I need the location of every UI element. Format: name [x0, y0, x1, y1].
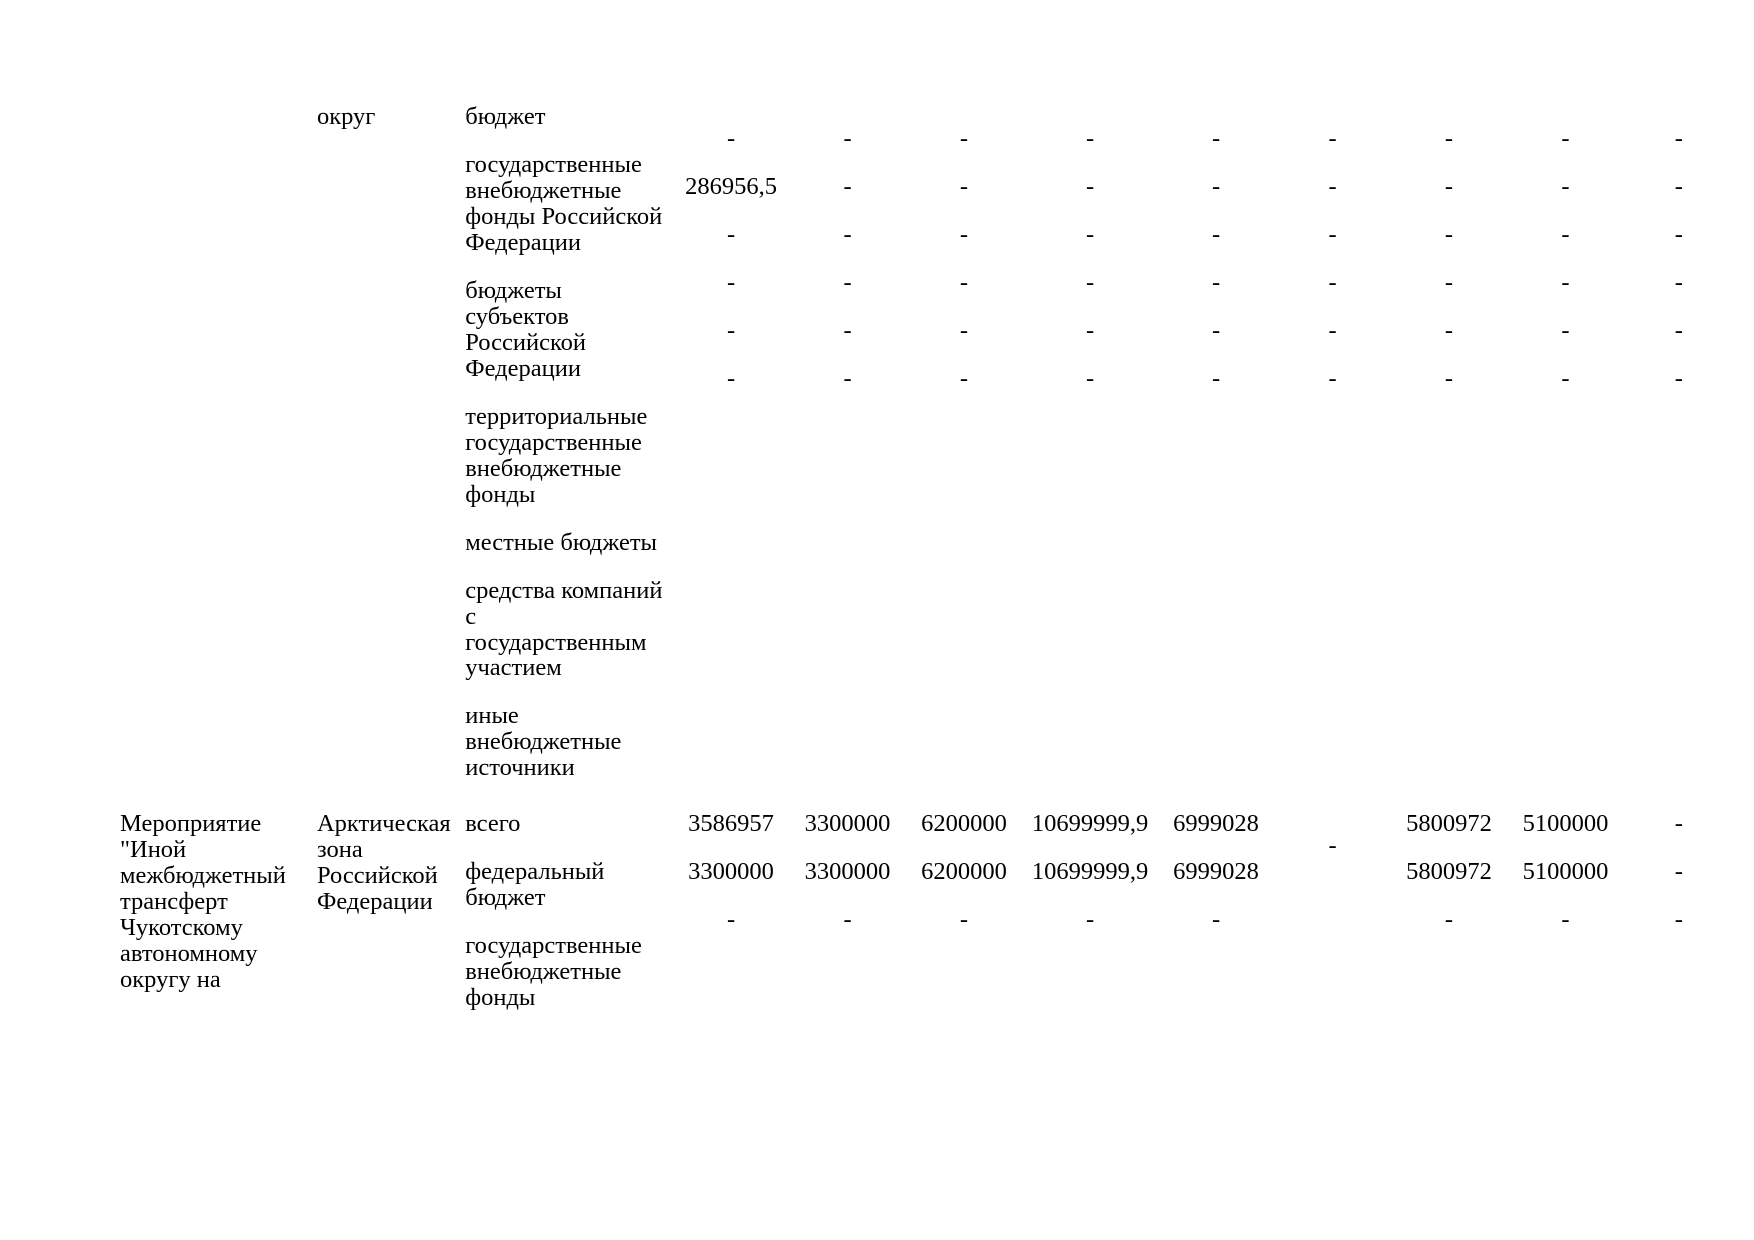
value-cell: - — [1444, 125, 1454, 152]
value-cell: - — [1674, 125, 1683, 152]
value-cell: - — [1674, 316, 1683, 344]
value-cell: 3300000 — [804, 810, 891, 838]
source-cell — [465, 104, 673, 781]
value-cell: - — [1328, 268, 1337, 296]
value-cell: - — [1674, 906, 1683, 934]
value-column-1 — [673, 104, 789, 781]
table-row — [120, 104, 1734, 781]
value-cell: 3586957 — [688, 810, 774, 838]
value-cell: - — [843, 906, 852, 934]
value-cell: 6999028 — [1173, 858, 1259, 886]
value-cell: 286956,5 — [685, 172, 777, 200]
value-cell: - — [843, 316, 852, 344]
value-cell: - — [1674, 268, 1683, 296]
value-cell: - — [1085, 220, 1095, 248]
source-label-state-participation-companies: средства компаний с государственным участием — [465, 576, 663, 682]
value-cell: - — [726, 316, 736, 344]
value-cell: - — [1561, 906, 1570, 934]
value-cell: - — [1674, 172, 1683, 200]
value-cell: - — [1444, 316, 1454, 344]
value-cell: - — [1211, 316, 1221, 344]
value-cell: - — [1211, 268, 1221, 296]
value-cell: - — [1085, 125, 1095, 152]
value-cell: - — [843, 268, 852, 296]
source-label-total: всего — [465, 810, 521, 838]
value-column-2 — [789, 811, 905, 1011]
value-cell: - — [1328, 220, 1337, 248]
value-cell: - — [1674, 858, 1683, 886]
value-cell: 5800972 — [1406, 810, 1492, 838]
source-label-territorial-funds: территориальные государственные внебюджетные фонды — [465, 402, 648, 508]
value-cell: - — [1561, 220, 1570, 248]
value-cell: 10699999,9 — [1031, 858, 1149, 886]
zone-cell — [317, 104, 465, 781]
value-cell: - — [726, 268, 736, 296]
value-cell: 5800972 — [1406, 858, 1492, 886]
value-column-6 — [1274, 811, 1390, 1011]
value-cell: - — [1211, 220, 1221, 248]
value-cell: - — [959, 172, 969, 200]
value-column-1 — [673, 811, 789, 1011]
measure-label: Мероприятие "Иной межбюджетный трансферт Чукотскому автономному округу на — [120, 810, 286, 994]
source-label-budget: бюджет — [465, 103, 546, 130]
value-cell: - — [843, 220, 852, 248]
value-cell: - — [1085, 364, 1095, 392]
value-cell: - — [843, 172, 852, 200]
budget-table — [120, 104, 1734, 1011]
source-label-state-extrabudget-funds: государственные внебюджетные фонды — [465, 932, 642, 1012]
value-column-6 — [1274, 104, 1390, 781]
value-column-3 — [906, 104, 1022, 781]
value-cell: - — [1328, 364, 1337, 392]
value-cell: - — [1674, 810, 1683, 838]
zone-label: Арктическая зона Российской Федерации — [316, 810, 451, 916]
value-column-9 — [1624, 104, 1734, 781]
value-cell: 5100000 — [1522, 858, 1609, 886]
zone-label: округ — [316, 103, 376, 130]
value-cell: - — [1211, 906, 1221, 934]
value-cell: - — [726, 364, 736, 392]
value-cell: 3300000 — [804, 858, 891, 886]
value-cell: - — [1328, 172, 1337, 200]
value-cell: - — [959, 220, 969, 248]
value-cell: - — [726, 906, 736, 934]
value-cell: 6200000 — [921, 858, 1007, 886]
source-label-budgets-of-subjects-rf: бюджеты субъектов Российской Федерации — [465, 276, 586, 382]
value-cell: 3300000 — [688, 858, 774, 886]
value-cell: - — [959, 364, 969, 392]
value-column-5 — [1158, 104, 1274, 781]
value-cell: 10699999,9 — [1031, 810, 1149, 838]
source-label-local-budgets: местные бюджеты — [465, 528, 658, 556]
group-spacer — [120, 781, 1734, 811]
value-cell: - — [1561, 172, 1570, 200]
source-cell — [465, 811, 673, 1011]
value-column-9 — [1624, 811, 1734, 1011]
value-cell: 6999028 — [1173, 810, 1259, 838]
value-cell: - — [1444, 906, 1454, 934]
value-cell: - — [1561, 125, 1570, 152]
value-cell: - — [959, 906, 969, 934]
value-cell: - — [959, 125, 969, 152]
value-cell: - — [1561, 316, 1570, 344]
value-cell: - — [726, 125, 736, 152]
value-column-7 — [1391, 811, 1507, 1011]
value-cell: - — [1444, 268, 1454, 296]
value-cell: - — [1674, 364, 1683, 392]
measure-cell — [120, 104, 317, 781]
value-column-4 — [1022, 811, 1158, 1011]
value-column-2 — [789, 104, 905, 781]
value-cell: - — [726, 220, 736, 248]
source-label-state-extrabudget-funds-rf: государственные внебюджетные фонды Российской Федерации — [465, 150, 663, 256]
value-cell: - — [1444, 220, 1454, 248]
value-cell: - — [1561, 268, 1570, 296]
value-cell: - — [1328, 832, 1337, 860]
value-cell: 6200000 — [921, 810, 1007, 838]
value-cell: - — [1444, 172, 1454, 200]
value-cell: - — [959, 316, 969, 344]
value-cell: - — [1328, 125, 1337, 152]
value-cell: - — [1211, 172, 1221, 200]
value-column-8 — [1507, 811, 1623, 1011]
value-cell: - — [843, 125, 852, 152]
zone-cell — [317, 811, 465, 1011]
value-column-4 — [1022, 104, 1158, 781]
spacer-cell — [120, 781, 1734, 811]
value-cell: - — [1211, 364, 1221, 392]
source-label-federal-budget: федеральный бюджет — [465, 858, 605, 912]
value-cell: - — [1674, 220, 1683, 248]
value-cell: - — [1085, 172, 1095, 200]
value-column-3 — [906, 811, 1022, 1011]
value-cell: 5100000 — [1522, 810, 1609, 838]
value-column-7 — [1391, 104, 1507, 781]
value-cell: - — [1328, 316, 1337, 344]
source-label-other-extrabudget-sources: иные внебюджетные источники — [465, 702, 622, 782]
value-column-5 — [1158, 811, 1274, 1011]
value-cell: - — [843, 364, 852, 392]
value-cell: - — [1085, 268, 1095, 296]
table-row — [120, 811, 1734, 1011]
measure-cell — [120, 811, 317, 1011]
value-cell: - — [959, 268, 969, 296]
value-cell: - — [1085, 316, 1095, 344]
value-column-8 — [1507, 104, 1623, 781]
value-cell: - — [1444, 364, 1454, 392]
value-cell: - — [1211, 125, 1221, 152]
value-cell: - — [1085, 906, 1095, 934]
value-cell: - — [1561, 364, 1570, 392]
